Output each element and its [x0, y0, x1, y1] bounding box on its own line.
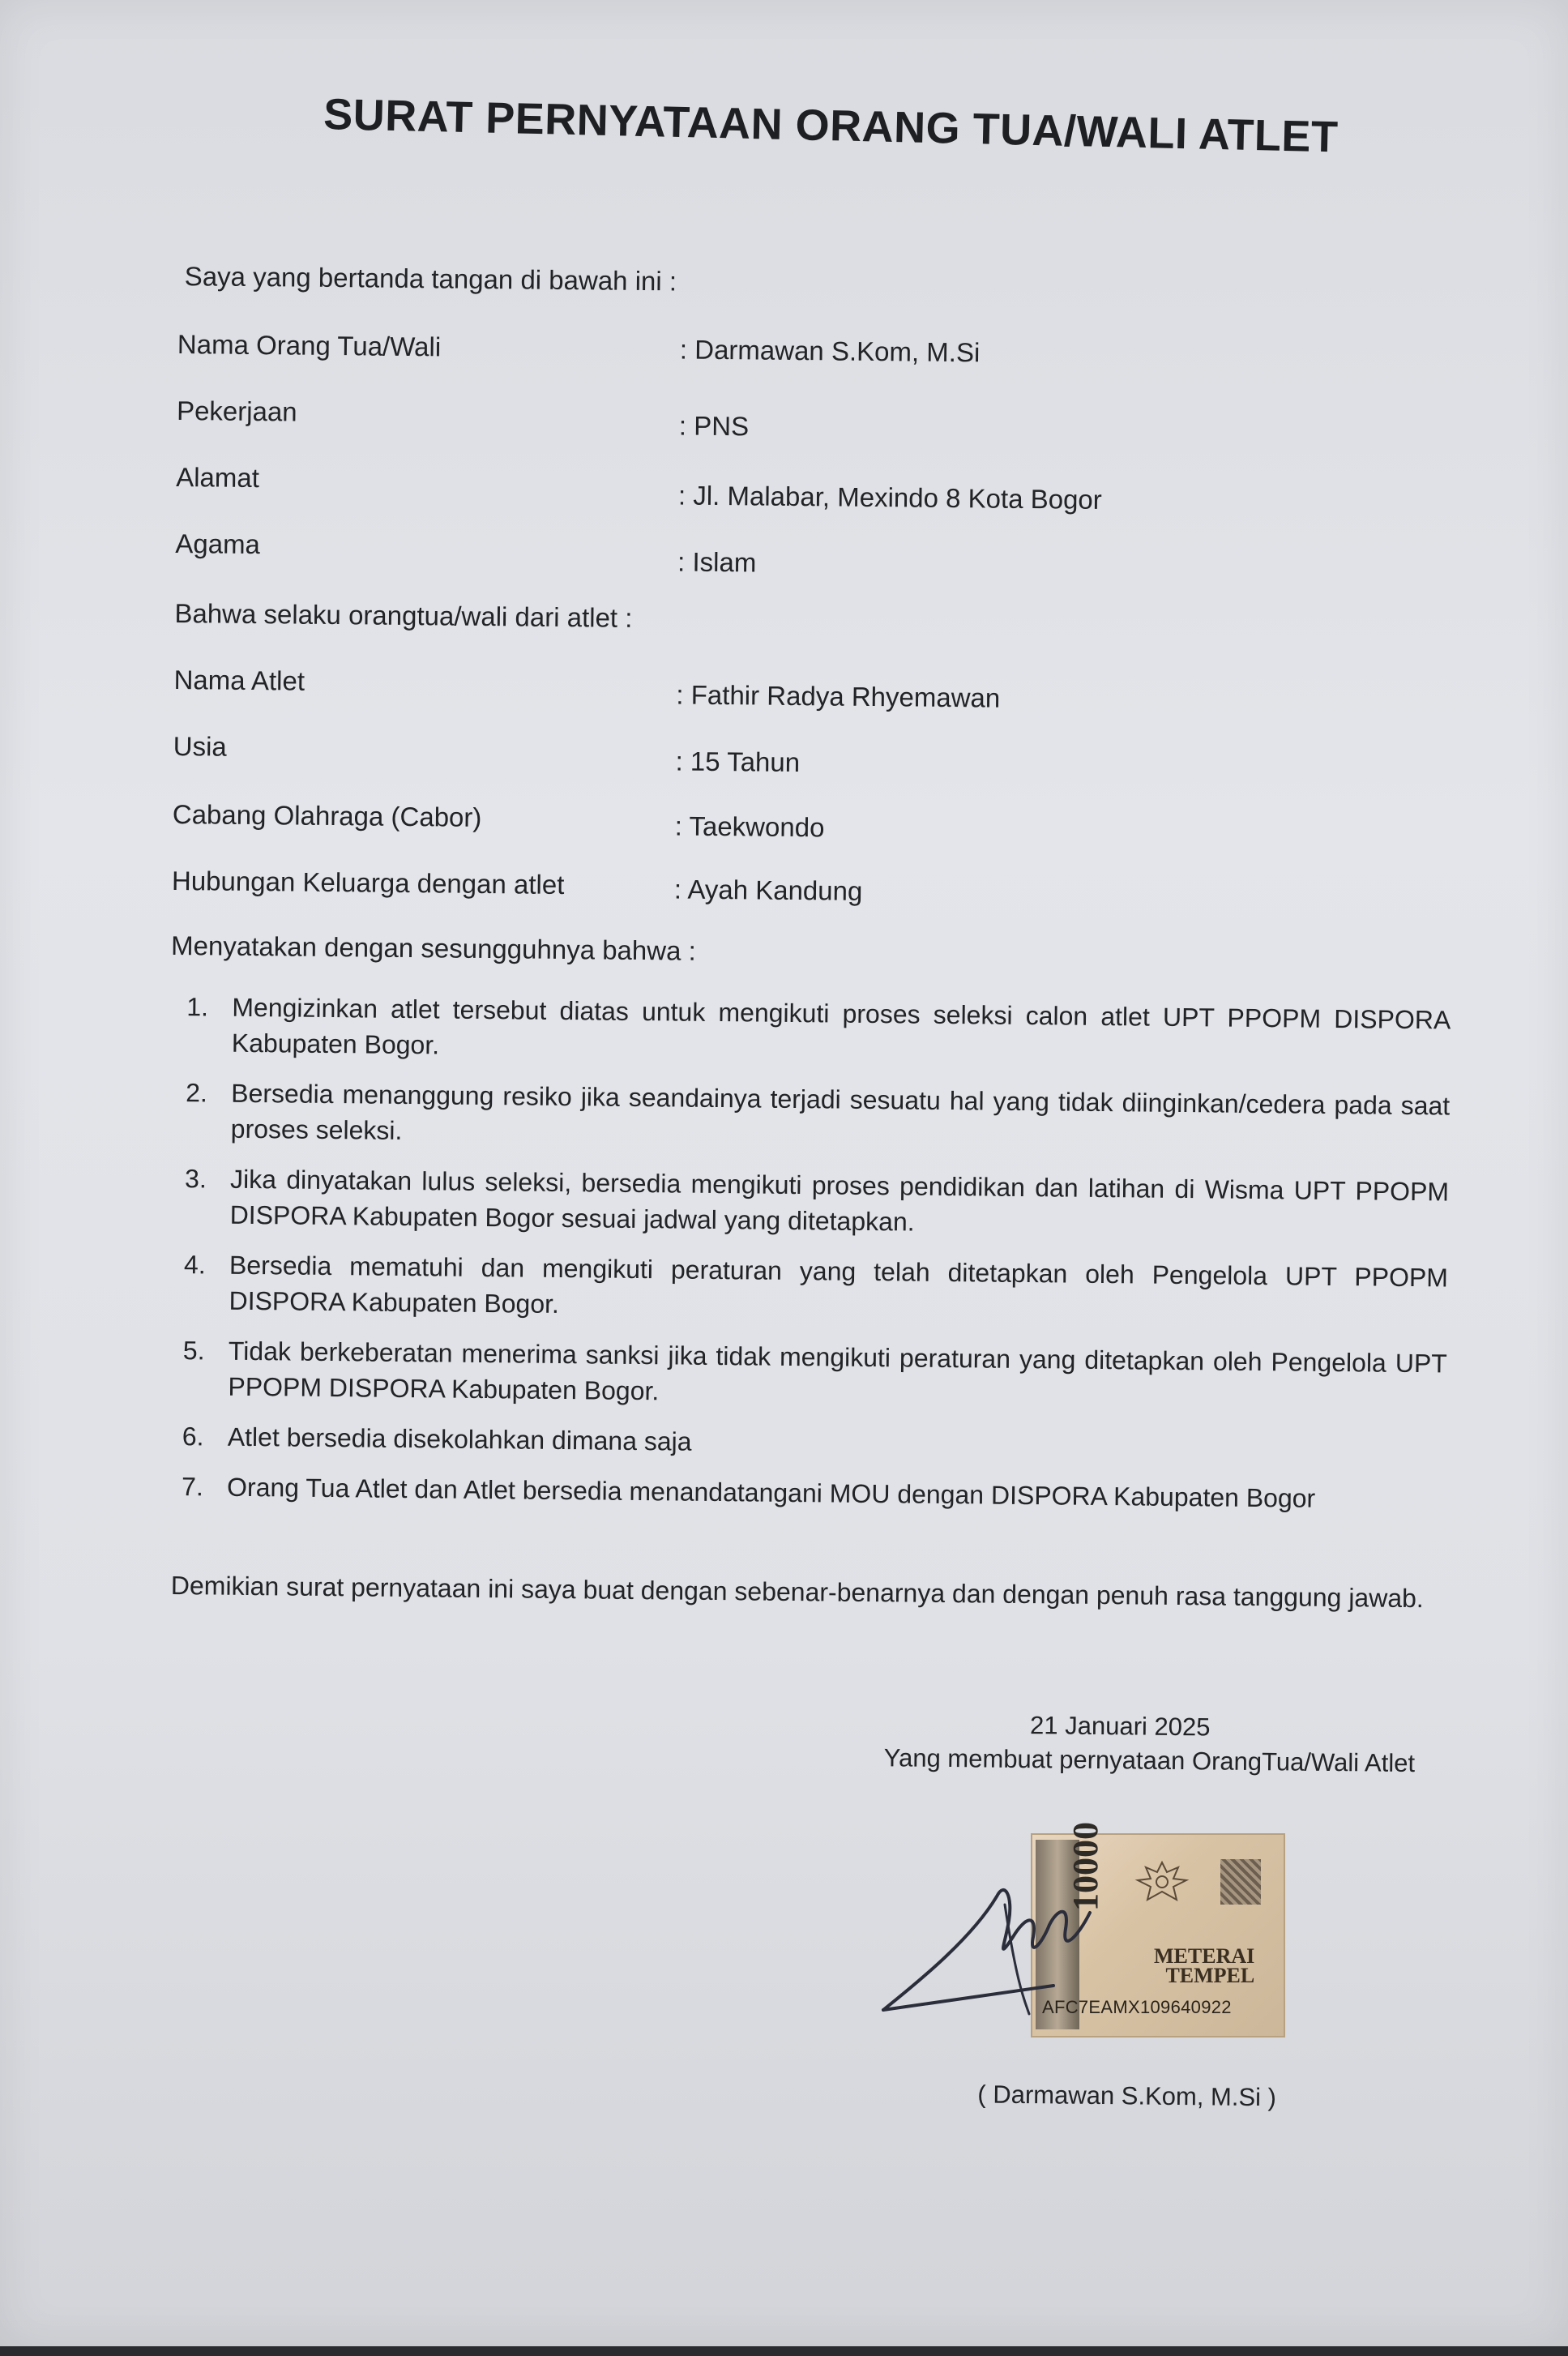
list-text: Bersedia mematuhi dan mengikuti peraturan yang telah ditetapkan oleh Pengelola UPT PPOPM DISPORA Kabupaten Bogor. [229, 1250, 1449, 1319]
list-number: 3. [184, 1164, 207, 1194]
stamp-label-line1: METERAI [1154, 1944, 1255, 1968]
field-row-sport [172, 798, 1388, 843]
list-item [183, 1246, 1448, 1331]
stamp-denomination: 10000 [1066, 1822, 1105, 1911]
list-item [182, 1332, 1447, 1417]
intro-text: Saya yang bertanda tangan di bawah ini : [184, 261, 677, 297]
field-label: Usia [173, 730, 227, 762]
field-row-parent-name [177, 328, 1393, 368]
field-label: Nama Atlet [173, 664, 305, 696]
list-number: 2. [186, 1078, 208, 1108]
closing-paragraph: Demikian surat pernyataan ini saya buat dengan sebenar-benarnya dan dengan penuh rasa tanggung jawab. [170, 1570, 1424, 1614]
list-item [182, 1418, 1446, 1467]
list-number: 6. [182, 1422, 204, 1452]
document-title: SURAT PERNYATAAN ORANG TUA/WALI ATLET [323, 89, 1339, 162]
field-row-occupation [176, 395, 1392, 442]
list-text: Mengizinkan atlet tersebut diatas untuk mengikuti proses seleksi calon atlet UPT PPOPM DISPORA Kabupaten Bogor. [231, 992, 1451, 1060]
field-value: : PNS [678, 410, 750, 442]
list-item [186, 989, 1451, 1073]
list-number: 4. [183, 1250, 206, 1280]
signature-date: 21 Januari 2025 [1029, 1711, 1211, 1742]
signatory-name: ( Darmawan S.Kom, M.Si ) [977, 2080, 1277, 2112]
field-label: Cabang Olahraga (Cabor) [172, 798, 482, 832]
list-text: Bersedia menanggung resiko jika seandainya terjadi sesuatu hal yang tidak diinginkan/cedera pada saat proses seleksi. [230, 1078, 1451, 1145]
stamp-serial-code: AFC7EAMX109640922 [1042, 1997, 1232, 2017]
list-number: 1. [186, 992, 209, 1022]
field-label: Agama [175, 528, 261, 560]
field-value: : Jl. Malabar, Mexindo 8 Kota Bogor [677, 480, 1102, 515]
list-text: Orang Tua Atlet dan Atlet bersedia menandatangani MOU dengan DISPORA Kabupaten Bogor [226, 1472, 1316, 1513]
list-item [182, 1469, 1446, 1517]
field-value: : Fathir Radya Rhyemawan [676, 679, 1001, 713]
list-item [186, 1075, 1451, 1159]
field-value: : Ayah Kandung [673, 874, 863, 906]
field-row-athlete-name [173, 664, 1390, 713]
field-value: : Darmawan S.Kom, M.Si [679, 334, 981, 368]
statement-list [182, 989, 1451, 1532]
field-value: : 15 Tahun [675, 746, 801, 778]
field-row-age [173, 730, 1389, 778]
list-text: Atlet bersedia disekolahkan dimana saja [227, 1422, 692, 1456]
list-number: 5. [182, 1336, 205, 1366]
signature-role: Yang membuat pernyataan OrangTua/Wali Atlet [883, 1743, 1416, 1778]
list-text: Tidak berkeberatan menerima sanksi jika tidak mengikuti peraturan yang ditetapkan oleh Pengelola UPT PPOPM DISPORA Kabupaten Bogor. [228, 1336, 1448, 1406]
statement-intro-text: Menyatakan dengan sesungguhnya bahwa : [170, 930, 696, 966]
garuda-emblem-icon [1130, 1856, 1194, 1913]
field-label: Hubungan Keluarga dengan atlet [171, 865, 565, 900]
handwritten-signature [875, 1864, 1118, 2026]
field-label: Alamat [176, 461, 260, 494]
list-number: 7. [181, 1472, 204, 1502]
stamp-label-line2: TEMPEL [1165, 1964, 1255, 1987]
stamp-pattern [1220, 1859, 1261, 1905]
stamp-label [1154, 1944, 1255, 1987]
athlete-intro-text: Bahwa selaku orangtua/wali dari atlet : [174, 597, 633, 633]
list-text: Jika dinyatakan lulus seleksi, bersedia mengikuti proses pendidikan dan latihan di Wisma UPT PPOPM DISPORA Kabupaten Bogor sesuai jadwal yang ditetapkan. [229, 1164, 1450, 1237]
field-value: : Taekwondo [674, 810, 825, 843]
field-label: Nama Orang Tua/Wali [177, 328, 442, 362]
field-row-relationship [171, 865, 1387, 906]
list-item [184, 1161, 1449, 1245]
field-row-address [176, 461, 1391, 515]
field-row-religion [175, 528, 1391, 578]
field-value: : Islam [677, 546, 757, 578]
field-label: Pekerjaan [176, 395, 297, 427]
